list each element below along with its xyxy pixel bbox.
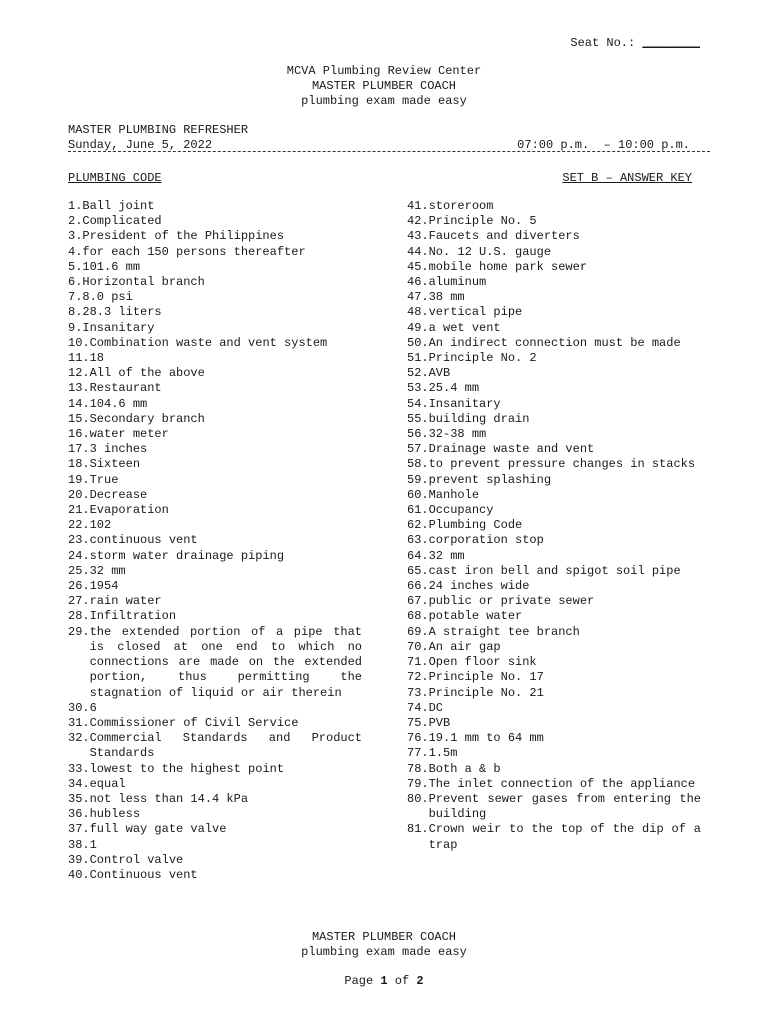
- answer-number: 15.: [68, 411, 90, 426]
- answer-number: 63.: [407, 533, 429, 548]
- answer-item: [407, 594, 701, 609]
- answer-text: 102: [89, 518, 112, 533]
- answer-item: [407, 321, 701, 336]
- answer-number: 78.: [407, 761, 429, 776]
- answer-text: 3 inches: [89, 442, 148, 457]
- answer-item: [407, 640, 701, 655]
- answer-number: 44.: [407, 244, 429, 259]
- answer-item: [68, 321, 362, 336]
- answer-item: [68, 336, 362, 351]
- answer-item: [407, 442, 701, 457]
- answer-item: [407, 260, 701, 275]
- answer-text: 32 mm: [428, 548, 465, 563]
- answer-text: continuous vent: [89, 533, 198, 548]
- answer-number: 37.: [68, 822, 90, 837]
- answer-text: Occupancy: [428, 503, 494, 518]
- answer-text: vertical pipe: [428, 305, 523, 320]
- answer-number: 43.: [407, 229, 429, 244]
- answer-item: [68, 260, 362, 275]
- answer-text: Sixteen: [89, 457, 141, 472]
- answer-item: [68, 549, 362, 564]
- answer-text: building drain: [428, 411, 530, 426]
- answer-item: [68, 777, 362, 792]
- answer-item: [407, 397, 701, 412]
- answer-text: Drainage waste and vent: [428, 442, 595, 457]
- answer-text: 28.3 liters: [82, 305, 162, 320]
- answer-text: 104.6 mm: [89, 396, 148, 411]
- answer-text: hubless: [89, 807, 141, 822]
- answer-item: [68, 762, 362, 777]
- answer-text: A straight tee branch: [428, 624, 580, 639]
- answer-number: 51.: [407, 351, 429, 366]
- answer-item: [68, 229, 362, 244]
- answer-text: 8.0 psi: [82, 290, 133, 305]
- document-footer: [0, 930, 768, 960]
- answer-text: Secondary branch: [89, 411, 205, 426]
- answer-text: prevent splashing: [428, 472, 552, 487]
- answer-text: Continuous vent: [89, 867, 198, 882]
- answer-text: storm water drainage piping: [89, 548, 285, 563]
- answer-item: [407, 245, 701, 260]
- answer-text: 18: [89, 351, 105, 366]
- answer-item: [68, 579, 362, 594]
- answer-item: [68, 488, 362, 503]
- answer-number: 2.: [68, 214, 83, 229]
- answer-number: 19.: [68, 472, 90, 487]
- answer-text: storeroom: [428, 199, 494, 213]
- answer-text: full way gate valve: [89, 822, 227, 837]
- answer-item: [407, 412, 701, 427]
- answer-number: 13.: [68, 381, 90, 396]
- answer-number: 36.: [68, 807, 90, 822]
- answer-item: [68, 366, 362, 381]
- answer-item: [68, 807, 362, 822]
- answer-number: 72.: [407, 670, 429, 685]
- answer-item: [407, 503, 701, 518]
- answer-number: 65.: [407, 563, 429, 578]
- answer-number: 56.: [407, 427, 429, 442]
- answer-number: 67.: [407, 594, 429, 609]
- answer-number: 23.: [68, 533, 90, 548]
- answer-item: [407, 473, 701, 488]
- answer-number: 11.: [68, 351, 90, 366]
- answer-item: [68, 533, 362, 548]
- answer-item: [407, 366, 701, 381]
- answer-number: 5.: [68, 259, 83, 274]
- answer-text: Prevent sewer gases from entering the building: [428, 791, 701, 822]
- answer-text: potable water: [428, 609, 523, 624]
- answer-text: Control valve: [89, 852, 184, 867]
- answer-text: Manhole: [428, 487, 480, 502]
- answer-number: 50.: [407, 335, 429, 350]
- answer-item: [407, 351, 701, 366]
- footer-title: MASTER PLUMBER COACH: [311, 930, 457, 944]
- answer-item: [407, 762, 701, 777]
- answer-number: 61.: [407, 503, 429, 518]
- answer-number: 58.: [407, 457, 429, 472]
- answer-number: 10.: [68, 335, 90, 350]
- answer-text: Principle No. 21: [428, 685, 544, 700]
- header-org: MCVA Plumbing Review Center: [286, 64, 482, 78]
- answer-text: 1: [89, 837, 97, 852]
- answer-number: 68.: [407, 609, 429, 624]
- section-heading: [68, 171, 692, 186]
- answer-item: [68, 822, 362, 837]
- answer-text: PVB: [428, 715, 451, 730]
- answer-text: Commercial Standards and Product Standards: [89, 731, 362, 761]
- answer-number: 6.: [68, 275, 83, 290]
- answer-text: 1954: [89, 579, 119, 594]
- page-number: [0, 974, 768, 989]
- answer-item: [68, 731, 362, 761]
- answer-text: 32 mm: [89, 563, 126, 578]
- answer-text: Principle No. 17: [428, 670, 544, 685]
- exam-time: 07:00 p.m. – 10:00 p.m.: [517, 138, 690, 152]
- answer-item: [68, 351, 362, 366]
- answer-number: 69.: [407, 624, 429, 639]
- answer-text: Principle No. 2: [428, 351, 537, 366]
- answer-number: 8.: [68, 305, 83, 320]
- section-subject: PLUMBING CODE: [68, 171, 162, 185]
- answer-text: The inlet connection of the appliance: [428, 776, 696, 791]
- answer-number: 79.: [407, 776, 429, 791]
- answer-number: 7.: [68, 290, 83, 305]
- answer-text: 24 inches wide: [428, 579, 530, 594]
- answer-text: public or private sewer: [428, 594, 595, 609]
- answer-text: 19.1 mm to 64 mm: [428, 731, 544, 746]
- answer-text: rain water: [89, 594, 162, 609]
- answer-number: 80.: [407, 791, 429, 806]
- answer-item: [407, 549, 701, 564]
- answer-number: 46.: [407, 275, 429, 290]
- answer-text: Crown weir to the top of the dip of a trap: [428, 822, 701, 852]
- answer-item: [407, 609, 701, 624]
- answer-number: 59.: [407, 472, 429, 487]
- answer-text: All of the above: [89, 366, 205, 381]
- answer-text: Complicated: [82, 214, 162, 229]
- answer-number: 12.: [68, 366, 90, 381]
- answer-number: 28.: [68, 609, 90, 624]
- answer-number: 55.: [407, 411, 429, 426]
- answer-number: 35.: [68, 791, 90, 806]
- answer-item: [68, 412, 362, 427]
- answer-item: [68, 427, 362, 442]
- header-tagline: plumbing exam made easy: [301, 94, 467, 109]
- answer-text: Evaporation: [89, 503, 169, 518]
- answer-number: 21.: [68, 503, 90, 518]
- answer-text: Ball joint: [82, 199, 155, 213]
- answer-text: DC: [428, 700, 444, 715]
- answer-number: 73.: [407, 685, 429, 700]
- answer-item: [68, 853, 362, 868]
- answer-number: 71.: [407, 655, 429, 670]
- answer-item: [407, 579, 701, 594]
- answers-column-right: [407, 199, 701, 853]
- answer-text: for each 150 persons thereafter: [82, 244, 306, 259]
- answer-text: 38 mm: [428, 290, 465, 305]
- answer-number: 26.: [68, 579, 90, 594]
- answer-number: 57.: [407, 442, 429, 457]
- answer-text: Insanitary: [82, 320, 155, 335]
- answer-item: [68, 305, 362, 320]
- answer-number: 38.: [68, 837, 90, 852]
- page-total: 2: [416, 974, 424, 988]
- answer-number: 27.: [68, 594, 90, 609]
- answer-number: 41.: [407, 199, 429, 213]
- page-current: 1: [380, 974, 388, 988]
- answer-number: 42.: [407, 214, 429, 229]
- answer-text: 101.6 mm: [82, 259, 141, 274]
- answer-item: [407, 533, 701, 548]
- answer-text: to prevent pressure changes in stacks: [428, 457, 696, 472]
- answer-item: [68, 518, 362, 533]
- answer-text: Decrease: [89, 487, 148, 502]
- answer-item: [68, 457, 362, 472]
- seat-blank: ________: [642, 36, 700, 50]
- answer-text: water meter: [89, 427, 169, 442]
- answer-item: [68, 792, 362, 807]
- answer-text: corporation stop: [428, 533, 544, 548]
- divider: [68, 151, 710, 152]
- answer-text: Combination waste and vent system: [89, 335, 328, 350]
- answer-number: 52.: [407, 366, 429, 381]
- page-of: of: [394, 974, 410, 988]
- answer-text: lowest to the highest point: [89, 761, 285, 776]
- answer-number: 14.: [68, 396, 90, 411]
- answer-item: [407, 275, 701, 290]
- answer-item: [68, 397, 362, 412]
- answer-item: [407, 731, 701, 746]
- answer-text: not less than 14.4 kPa: [89, 791, 249, 806]
- answer-number: 40.: [68, 867, 90, 882]
- answer-number: 81.: [407, 822, 429, 837]
- answer-text: An indirect connection must be made: [428, 335, 681, 350]
- answer-item: [407, 305, 701, 320]
- answer-text: AVB: [428, 366, 451, 381]
- answer-item: [407, 655, 701, 670]
- answer-item: [68, 275, 362, 290]
- answer-number: 32.: [68, 731, 90, 746]
- answer-text: Principle No. 5: [428, 214, 537, 229]
- answer-text: cast iron bell and spigot soil pipe: [428, 563, 681, 578]
- answer-text: 32-38 mm: [428, 427, 487, 442]
- answer-text: Plumbing Code: [428, 518, 523, 533]
- answer-text: Faucets and diverters: [428, 229, 580, 244]
- answer-text: Open floor sink: [428, 655, 537, 670]
- answer-item: [407, 457, 701, 472]
- answer-item: [407, 427, 701, 442]
- answer-number: 34.: [68, 776, 90, 791]
- answer-number: 30.: [68, 700, 90, 715]
- answer-number: 24.: [68, 548, 90, 563]
- answer-number: 39.: [68, 852, 90, 867]
- exam-date: Sunday, June 5, 2022: [68, 138, 213, 152]
- answer-item: [407, 488, 701, 503]
- answer-number: 4.: [68, 244, 83, 259]
- answer-number: 53.: [407, 381, 429, 396]
- answer-item: [407, 290, 701, 305]
- seat-number: [570, 36, 700, 51]
- section-set: SET B – ANSWER KEY: [562, 171, 692, 185]
- answer-number: 74.: [407, 700, 429, 715]
- answer-item: [68, 442, 362, 457]
- answer-item: [407, 518, 701, 533]
- answer-number: 77.: [407, 746, 429, 761]
- answer-item: [68, 609, 362, 624]
- answer-number: 76.: [407, 731, 429, 746]
- header-title: MASTER PLUMBER COACH: [311, 79, 457, 94]
- answer-item: [407, 701, 701, 716]
- answer-number: 17.: [68, 442, 90, 457]
- answer-number: 1.: [68, 199, 83, 213]
- answer-number: 66.: [407, 579, 429, 594]
- answer-item: [68, 838, 362, 853]
- answer-number: 60.: [407, 487, 429, 502]
- answer-item: [407, 229, 701, 244]
- answer-item: [68, 503, 362, 518]
- answer-text: aluminum: [428, 275, 487, 290]
- answer-item: [407, 792, 701, 822]
- answer-text: 6: [89, 700, 97, 715]
- answer-number: 49.: [407, 320, 429, 335]
- answer-item: [407, 214, 701, 229]
- answer-item: [68, 701, 362, 716]
- answer-number: 18.: [68, 457, 90, 472]
- answer-text: An air gap: [428, 639, 501, 654]
- answer-text: mobile home park sewer: [428, 259, 588, 274]
- answer-item: [407, 716, 701, 731]
- document-header: [0, 64, 768, 110]
- answer-number: 33.: [68, 761, 90, 776]
- answer-text: 25.4 mm: [428, 381, 480, 396]
- answer-item: [407, 670, 701, 685]
- answer-item: [68, 868, 362, 883]
- answer-item: [68, 199, 362, 214]
- answer-item: [407, 336, 701, 351]
- answer-item: [407, 746, 701, 761]
- answer-item: [68, 564, 362, 579]
- answer-number: 22.: [68, 518, 90, 533]
- answer-item: [68, 594, 362, 609]
- answer-text: a wet vent: [428, 320, 501, 335]
- answer-item: [407, 777, 701, 792]
- answer-number: 64.: [407, 548, 429, 563]
- answer-item: [407, 625, 701, 640]
- answer-number: 62.: [407, 518, 429, 533]
- answer-text: equal: [89, 776, 126, 791]
- answer-number: 25.: [68, 563, 90, 578]
- answers-column-left: [68, 199, 362, 883]
- answer-number: 48.: [407, 305, 429, 320]
- answer-text: Insanitary: [428, 396, 501, 411]
- answer-item: [68, 245, 362, 260]
- answer-number: 75.: [407, 715, 429, 730]
- answer-number: 31.: [68, 715, 90, 730]
- answer-text: 1.5m: [428, 746, 458, 761]
- answer-text: True: [89, 472, 119, 487]
- answer-number: 3.: [68, 229, 83, 244]
- answer-item: [407, 381, 701, 396]
- answer-item: [407, 199, 701, 214]
- answer-number: 54.: [407, 396, 429, 411]
- answer-text: Both a & b: [428, 761, 501, 776]
- answer-text: Infiltration: [89, 609, 177, 624]
- answer-item: [68, 473, 362, 488]
- answer-item: [407, 564, 701, 579]
- page-prefix: Page: [344, 974, 374, 988]
- answer-text: Horizontal branch: [82, 275, 205, 290]
- answer-item: [68, 625, 362, 701]
- answer-item: [68, 214, 362, 229]
- answer-number: 45.: [407, 259, 429, 274]
- answer-text: Commissioner of Civil Service: [89, 715, 299, 730]
- answer-item: [68, 716, 362, 731]
- answer-number: 70.: [407, 639, 429, 654]
- answer-text: the extended portion of a pipe that is closed at one end to which no connections are made on the extended portion, thus permitting the stagnation of liquid or air therein: [89, 624, 362, 700]
- answer-number: 9.: [68, 320, 83, 335]
- answer-text: No. 12 U.S. gauge: [428, 244, 552, 259]
- seat-label: Seat No.:: [570, 36, 636, 50]
- answer-item: [68, 290, 362, 305]
- answer-number: 29.: [68, 624, 90, 639]
- answer-text: President of the Philippines: [82, 229, 285, 244]
- answer-item: [68, 381, 362, 396]
- answer-number: 47.: [407, 290, 429, 305]
- answer-number: 16.: [68, 427, 90, 442]
- footer-tagline: plumbing exam made easy: [301, 945, 467, 960]
- answer-item: [407, 686, 701, 701]
- answer-number: 20.: [68, 487, 90, 502]
- answer-text: Restaurant: [89, 381, 162, 396]
- exam-title: MASTER PLUMBING REFRESHER: [68, 123, 249, 137]
- answer-item: [407, 822, 701, 852]
